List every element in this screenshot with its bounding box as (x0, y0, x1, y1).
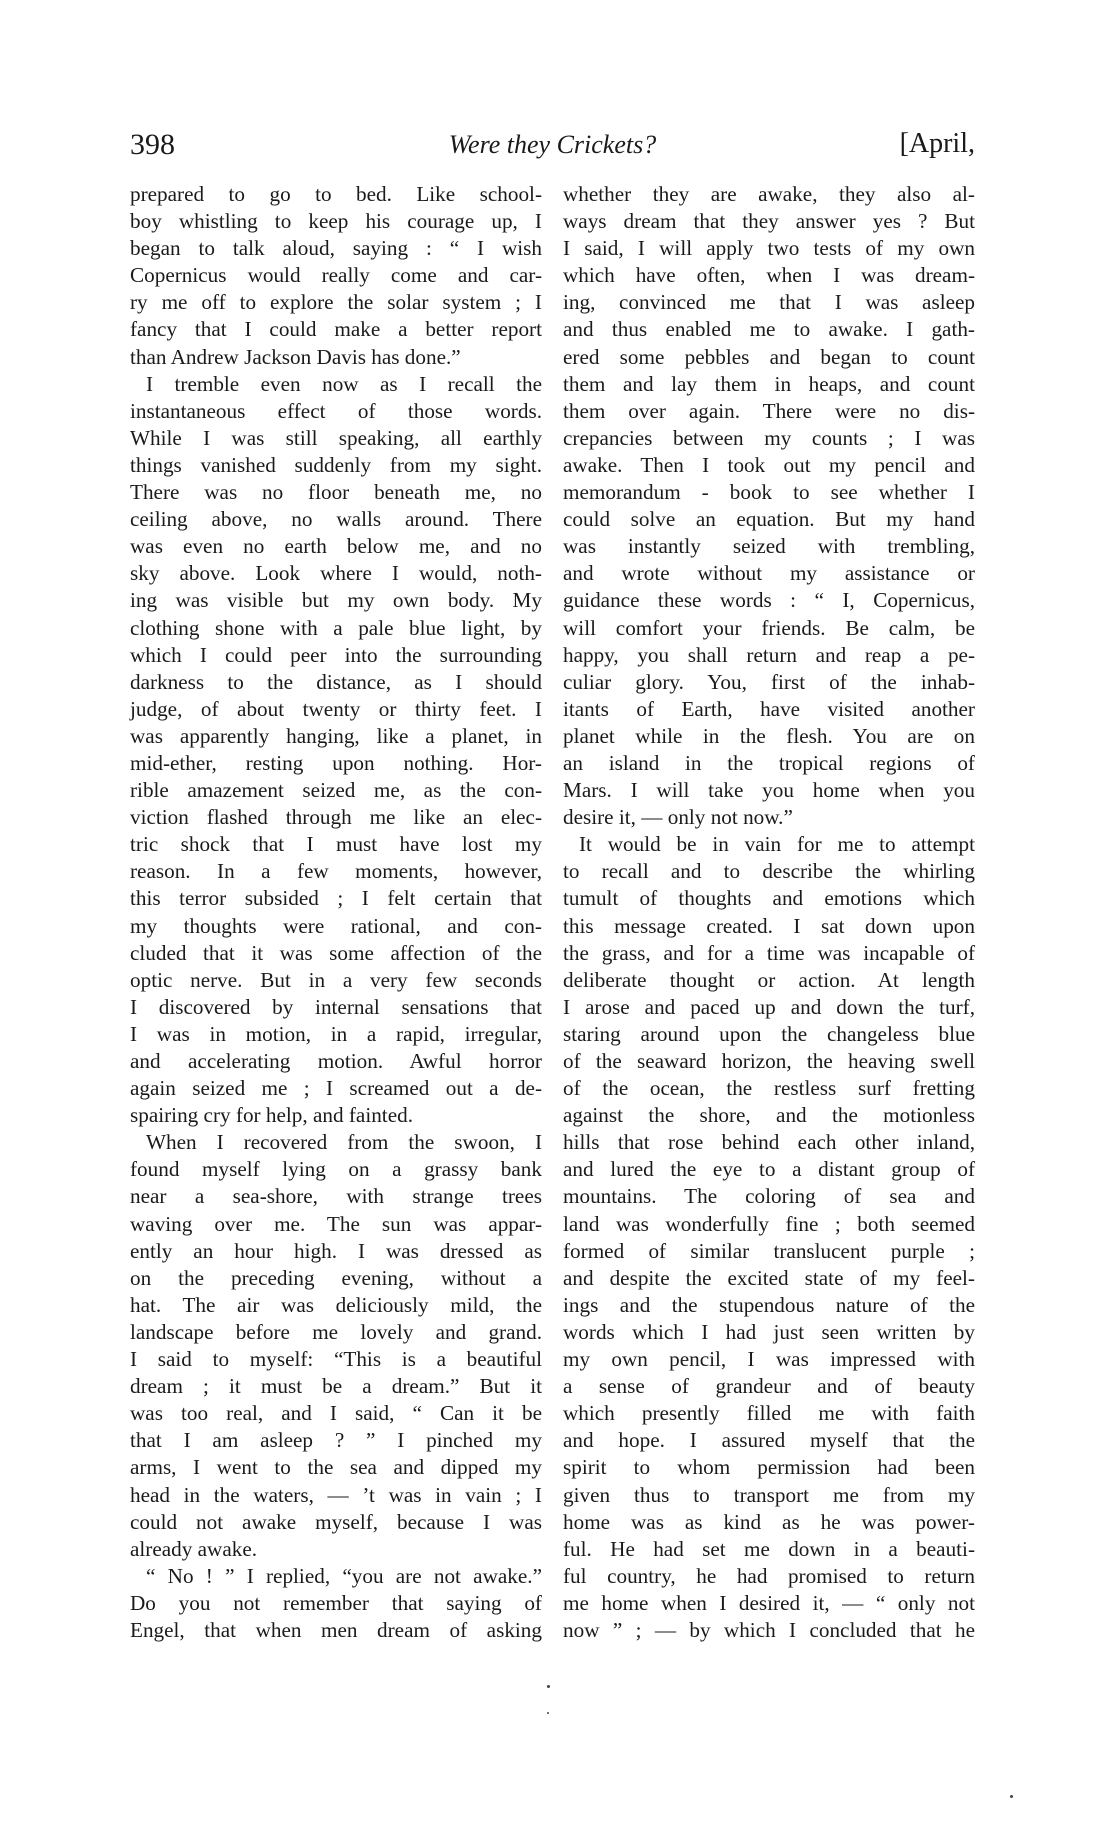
text-line: Do you not remember that saying of (130, 1590, 542, 1615)
text-line: hills that rose behind each other inland, (563, 1130, 975, 1155)
text-line: There was no floor beneath me, no (130, 480, 542, 505)
text-line: spirit to whom permission had been (563, 1455, 975, 1480)
text-line: and hope. I assured myself that the (563, 1428, 975, 1453)
text-line: was too real, and I said, “ Can it be (130, 1401, 542, 1426)
text-line: this message created. I sat down upon (563, 913, 975, 938)
text-line: staring around upon the changeless blue (563, 1021, 975, 1046)
text-line: that I am asleep ? ” I pinched my (130, 1428, 542, 1453)
text-line: me home when I desired it, — “ only not (563, 1590, 975, 1615)
text-line: Copernicus would really come and car- (130, 263, 542, 288)
running-month: [April, (899, 128, 975, 159)
right-column (563, 181, 975, 1644)
text-line: waving over me. The sun was appar- (130, 1211, 542, 1236)
text-line: tric shock that I must have lost my (130, 832, 542, 857)
text-line: I said to myself: “This is a beautiful (130, 1347, 542, 1372)
text-line: could solve an equation. But my hand (563, 507, 975, 532)
text-line: and wrote without my assistance or (563, 561, 975, 586)
text-line: and lured the eye to a distant group of (563, 1157, 975, 1182)
text-line: again seized me ; I screamed out a de- (130, 1076, 542, 1101)
text-line: cluded that it was some affection of the (130, 940, 542, 965)
text-line: a sense of grandeur and of beauty (563, 1374, 975, 1399)
text-line: ently an hour high. I was dressed as (130, 1238, 542, 1263)
text-line: of the seaward horizon, the heaving swell (563, 1049, 975, 1073)
text-line: ered some pebbles and began to count (563, 344, 975, 369)
text-line: While I was still speaking, all earthly (130, 425, 542, 450)
text-line: desire it, — only not now.” (563, 805, 793, 830)
text-line: viction flashed through me like an elec- (130, 805, 542, 830)
running-head (130, 128, 975, 168)
text-line: ceiling above, no walls around. There (130, 507, 542, 532)
text-line: words which I had just seen written by (563, 1319, 975, 1344)
text-line: arms, I went to the sea and dipped my (130, 1455, 542, 1480)
text-line: darkness to the distance, as I should (130, 669, 542, 694)
text-line: ry me off to explore the solar system ; I (130, 290, 542, 315)
text-line: near a sea-shore, with strange trees (130, 1184, 542, 1209)
text-line: and accelerating motion. Awful horror (130, 1049, 542, 1073)
text-line: culiar glory. You, first of the inhab- (563, 669, 975, 694)
text-line: awake. Then I took out my pencil and (563, 452, 975, 477)
text-line: When I recovered from the swoon, I (146, 1130, 542, 1155)
text-line: optic nerve. But in a very few seconds (130, 967, 542, 992)
page-speck (547, 1712, 549, 1714)
text-line: instantaneous effect of those words. (130, 398, 542, 423)
text-line: judge, of about twenty or thirty feet. I (130, 696, 542, 721)
text-line: against the shore, and the motionless (563, 1103, 975, 1128)
text-line: fancy that I could make a better report (130, 317, 542, 342)
running-title: Were they Crickets? (448, 130, 657, 159)
text-line: I tremble even now as I recall the (146, 371, 542, 396)
text-line: sky above. Look where I would, noth- (130, 561, 542, 586)
text-line: reason. In a few moments, however, (130, 859, 542, 884)
text-line: dream ; it must be a dream.” But it (130, 1374, 542, 1399)
text-line: Engel, that when men dream of asking (130, 1617, 542, 1642)
page-number: 398 (130, 128, 175, 161)
text-line: spairing cry for help, and fainted. (130, 1103, 413, 1128)
text-line: ing was visible but my own body. My (130, 588, 542, 613)
text-line: ful country, he had promised to return (563, 1563, 975, 1588)
text-line: which presently filled me with faith (563, 1401, 975, 1426)
text-line: will comfort your friends. Be calm, be (563, 615, 975, 640)
text-line: ings and the stupendous nature of the (563, 1292, 975, 1317)
text-line: formed of similar translucent purple ; (563, 1238, 975, 1263)
text-line: prepared to go to bed. Like school- (130, 182, 542, 206)
text-line: could not awake myself, because I was (130, 1509, 542, 1534)
text-line: an island in the tropical regions of (563, 750, 975, 775)
text-line: and despite the excited state of my feel- (563, 1265, 975, 1290)
page-speck (547, 1685, 550, 1688)
text-line: ing, convinced me that I was asleep (563, 290, 975, 315)
text-line: deliberate thought or action. At length (563, 967, 975, 992)
text-line: boy whistling to keep his courage up, I (130, 209, 542, 234)
text-line: whether they are awake, they also al- (563, 182, 975, 206)
left-column (130, 181, 542, 1644)
text-line: landscape before me lovely and grand. (130, 1319, 542, 1344)
text-line: crepancies between my counts ; I was (563, 425, 975, 450)
text-line: things vanished suddenly from my sight. (130, 452, 542, 477)
text-line: head in the waters, — ’t was in vain ; I (130, 1482, 542, 1507)
text-line: I arose and paced up and down the turf, (563, 994, 975, 1019)
text-line: I was in motion, in a rapid, irregular, (130, 1021, 542, 1046)
text-line: rible amazement seized me, as the con- (130, 778, 542, 803)
text-line: of the ocean, the restless surf fretting (563, 1076, 975, 1101)
text-line: memorandum - book to see whether I (563, 480, 975, 505)
text-line: I said, I will apply two tests of my own (563, 236, 975, 261)
text-line: was apparently hanging, like a planet, in (130, 723, 542, 748)
text-line: and thus enabled me to awake. I gath- (563, 317, 975, 342)
text-line: began to talk aloud, saying : “ I wish (130, 236, 542, 261)
text-line: which I could peer into the surrounding (130, 642, 542, 667)
text-line: was instantly seized with trembling, (563, 534, 975, 559)
text-line: to recall and to describe the whirling (563, 859, 975, 884)
page-speck (1010, 1795, 1013, 1798)
text-line: I discovered by internal sensations that (130, 994, 542, 1019)
text-line: my own pencil, I was impressed with (563, 1347, 975, 1372)
text-line: the grass, and for a time was incapable of (563, 940, 975, 965)
text-line: them and lay them in heaps, and count (563, 371, 975, 396)
text-line: given thus to transport me from my (563, 1482, 975, 1507)
text-line: It would be in vain for me to attempt (579, 832, 975, 857)
text-line: Mars. I will take you home when you (563, 778, 975, 803)
text-line: itants of Earth, have visited another (563, 696, 975, 721)
text-line: on the preceding evening, without a (130, 1265, 542, 1290)
text-line: already awake. (130, 1536, 258, 1561)
text-line: mountains. The coloring of sea and (563, 1184, 975, 1209)
text-line: home was as kind as he was power- (563, 1509, 975, 1534)
text-line: than Andrew Jackson Davis has done.” (130, 344, 461, 369)
text-line: which have often, when I was dream- (563, 263, 975, 288)
text-line: hat. The air was deliciously mild, the (130, 1292, 542, 1317)
text-line: land was wonderfully fine ; both seemed (563, 1211, 975, 1236)
text-line: guidance these words : “ I, Copernicus, (563, 588, 975, 613)
text-line: tumult of thoughts and emotions which (563, 886, 975, 911)
text-line: now ” ; — by which I concluded that he (563, 1617, 975, 1642)
text-line: my thoughts were rational, and con- (130, 913, 542, 938)
text-line: mid-ether, resting upon nothing. Hor- (130, 750, 542, 775)
text-line: found myself lying on a grassy bank (130, 1157, 542, 1182)
text-line: them over again. There were no dis- (563, 398, 975, 423)
text-line: was even no earth below me, and no (130, 534, 542, 559)
text-line: planet while in the flesh. You are on (563, 723, 975, 748)
text-line: “ No ! ” I replied, “you are not awake.” (146, 1563, 542, 1588)
text-line: happy, you shall return and reap a pe- (563, 642, 975, 667)
text-line: clothing shone with a pale blue light, by (130, 615, 542, 640)
text-line: ful. He had set me down in a beauti- (563, 1536, 975, 1561)
text-line: ways dream that they answer yes ? But (563, 209, 975, 234)
text-line: this terror subsided ; I felt certain that (130, 886, 542, 911)
